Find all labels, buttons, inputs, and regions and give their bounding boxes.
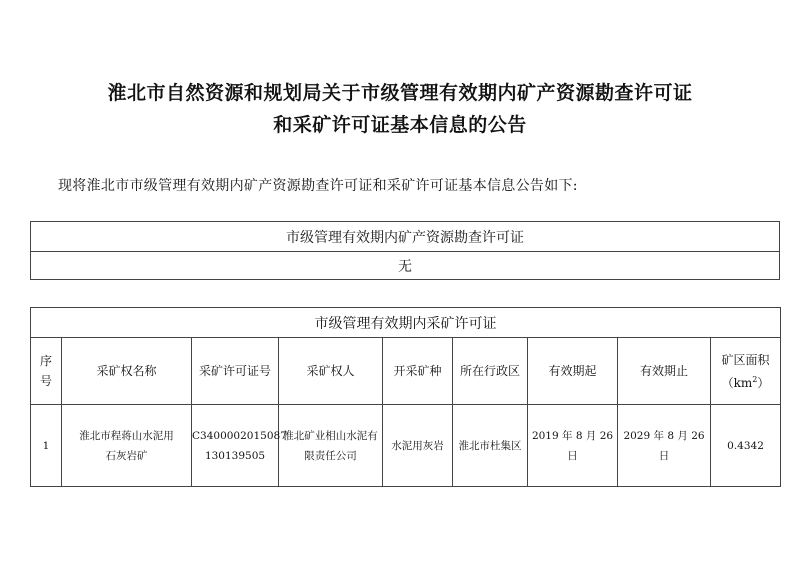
- mining-table-column-headers: [31, 338, 781, 405]
- cell-holder: 淮北矿业相山水泥有 限责任公司: [279, 405, 383, 487]
- cell-mineral: 水泥用灰岩: [383, 405, 453, 487]
- column-header-holder: 采矿权人: [279, 338, 383, 405]
- exploration-table-header: 市级管理有效期内矿产资源勘查许可证: [31, 222, 780, 252]
- column-header-index: 序 号: [31, 338, 62, 405]
- cell-license-no: C3400002015087 130139505: [192, 405, 279, 487]
- document-title-line-2: 和采矿许可证基本信息的公告: [273, 114, 527, 136]
- column-header-region: 所在行政区: [453, 338, 528, 405]
- exploration-license-table: [30, 221, 780, 280]
- column-header-start: 有效期起: [528, 338, 618, 405]
- table-row: [31, 405, 781, 487]
- cell-area: 0.4342: [711, 405, 781, 487]
- cell-name: 淮北市程蒋山水泥用 石灰岩矿: [62, 405, 192, 487]
- column-header-license-no: 采矿许可证号: [192, 338, 279, 405]
- column-header-area: 矿区面积 $(km^2)$: [711, 338, 781, 405]
- cell-end: 2029 年 8 月 26 日: [618, 405, 711, 487]
- cell-region: 淮北市杜集区: [453, 405, 528, 487]
- column-header-end: 有效期止: [618, 338, 711, 405]
- exploration-table-value: 无: [31, 252, 780, 280]
- mining-table-header: 市级管理有效期内采矿许可证: [31, 308, 781, 338]
- intro-paragraph: 现将淮北市市级管理有效期内矿产资源勘查许可证和采矿许可证基本信息公告如下:: [58, 178, 578, 194]
- column-header-mineral: 开采矿种: [383, 338, 453, 405]
- cell-index: 1: [31, 405, 62, 487]
- column-header-name: 采矿权名称: [62, 338, 192, 405]
- mining-license-table: [30, 307, 781, 487]
- document-title-line-1: 淮北市自然资源和规划局关于市级管理有效期内矿产资源勘查许可证: [107, 82, 693, 104]
- cell-start: 2019 年 8 月 26 日: [528, 405, 618, 487]
